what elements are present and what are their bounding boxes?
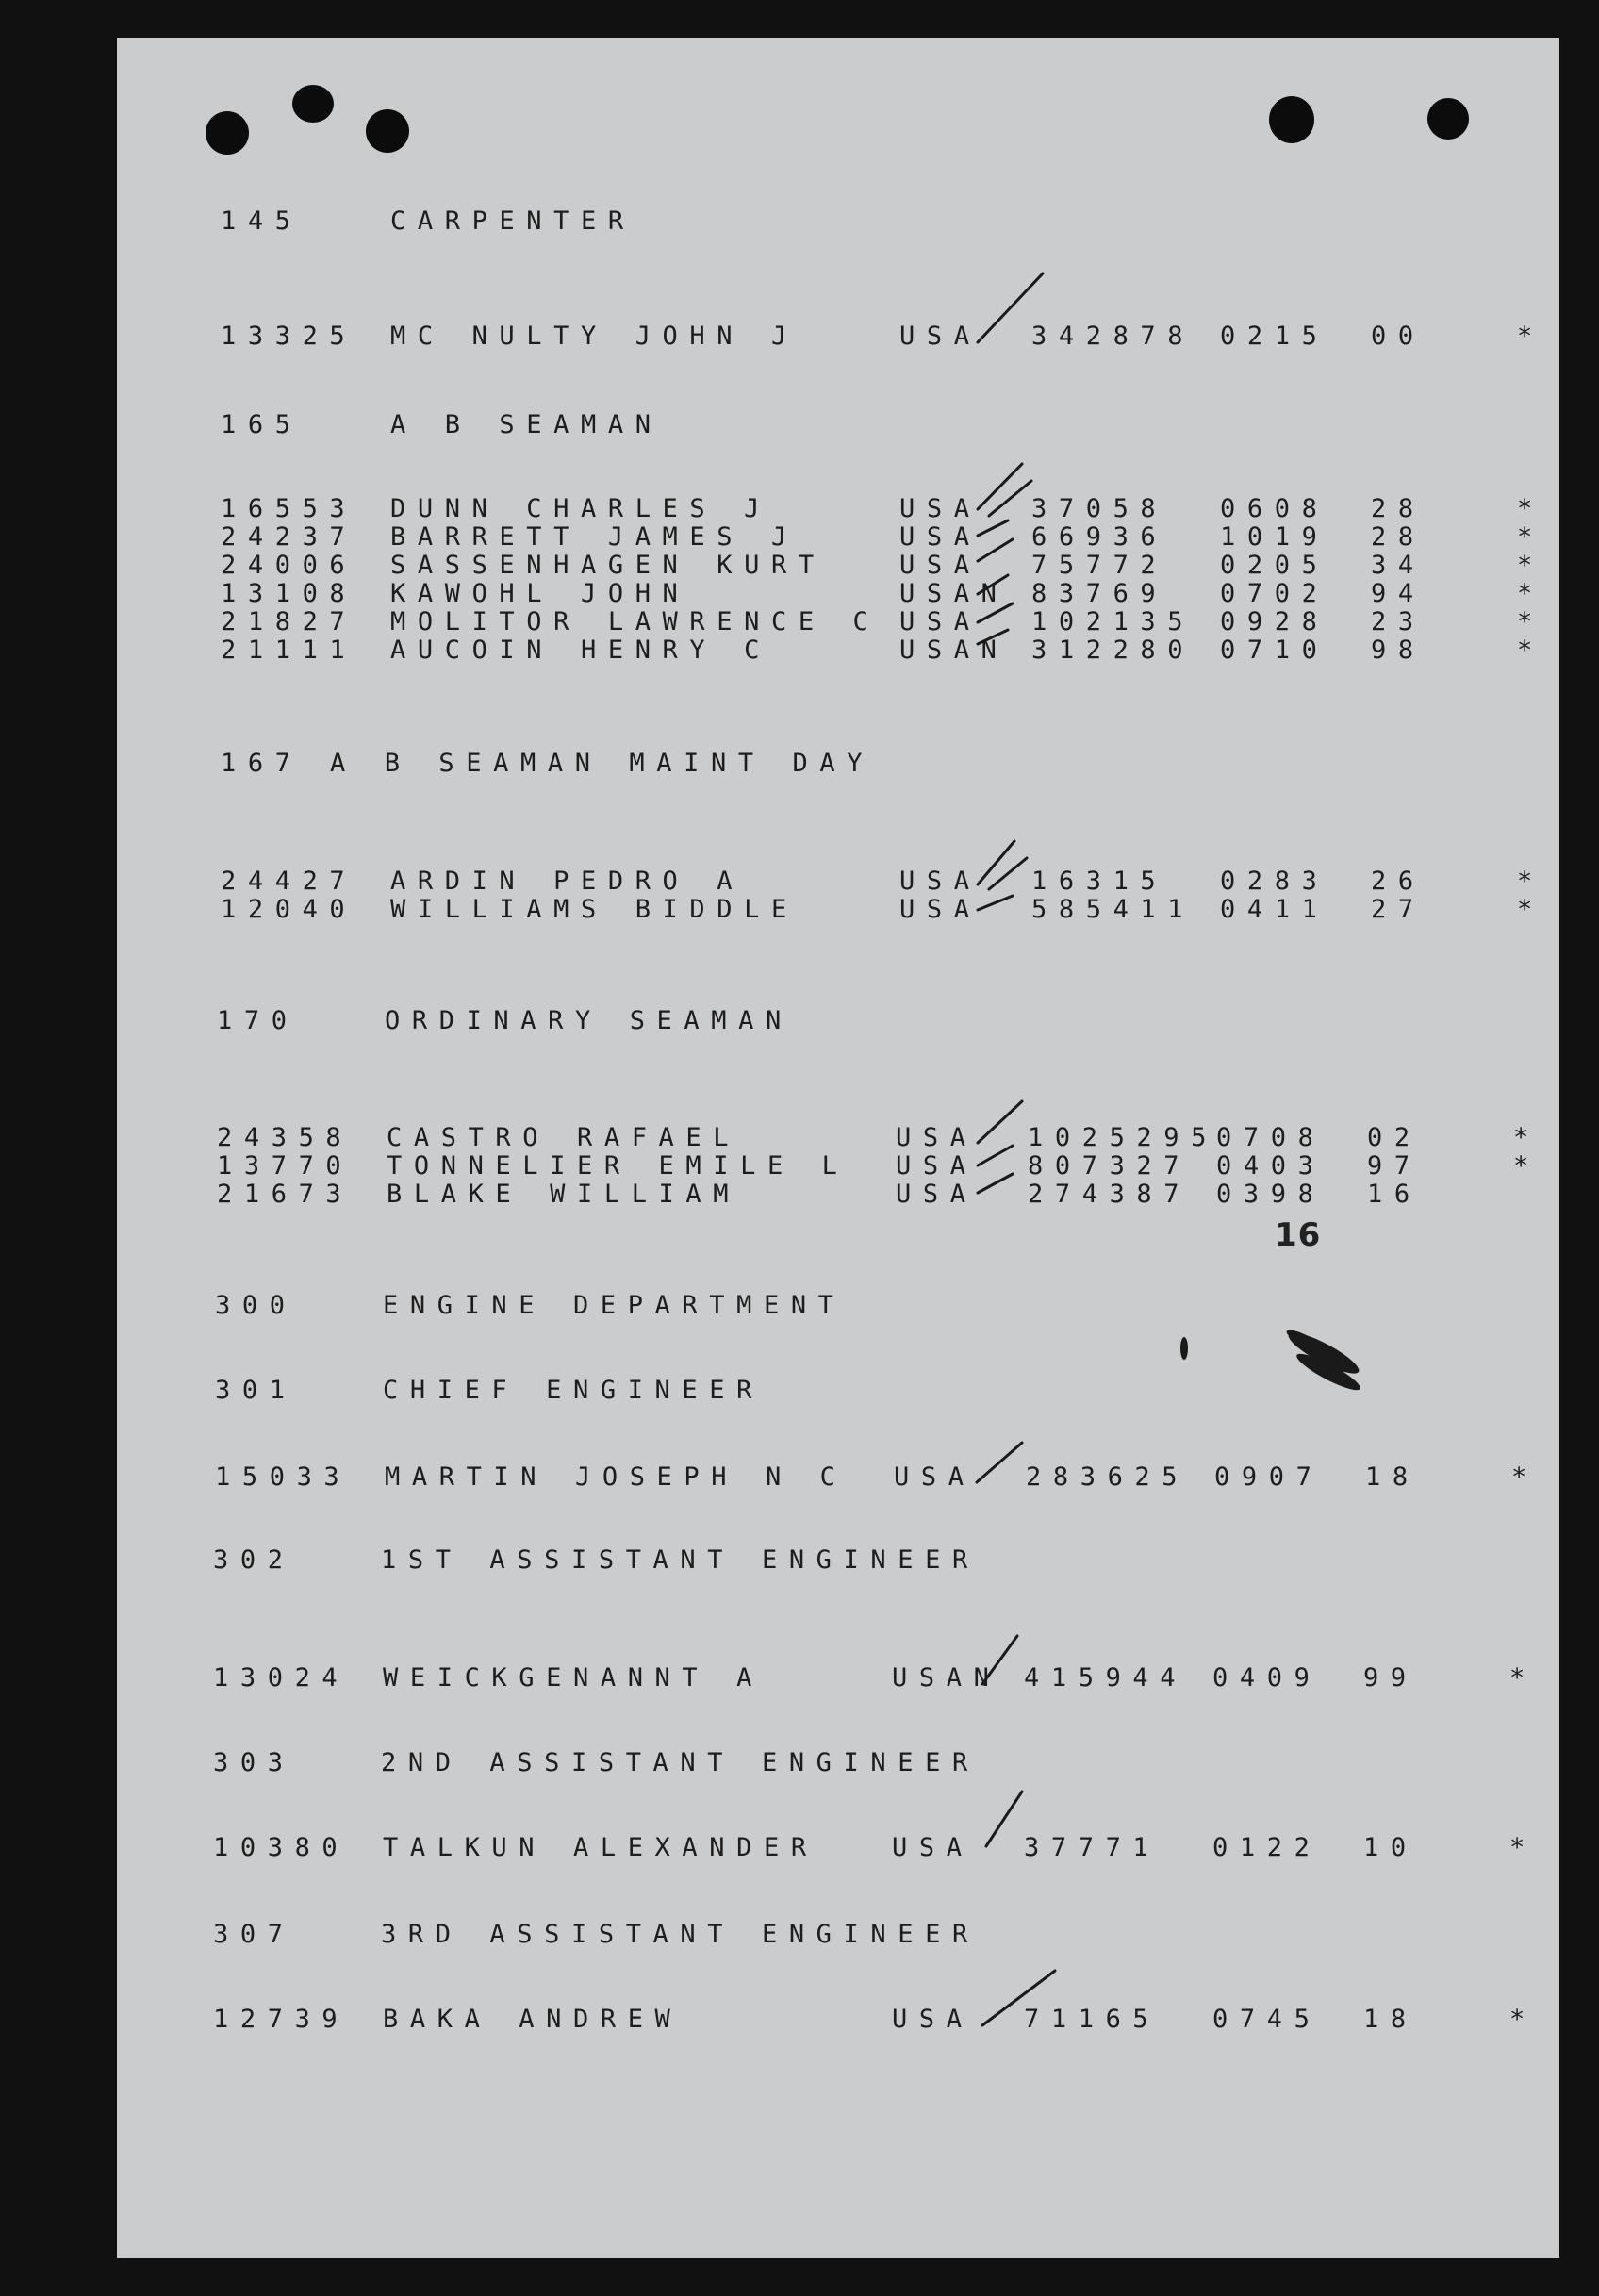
record-number: 102135 <box>1031 607 1195 636</box>
section-code: 301 <box>215 1376 297 1405</box>
record-date: 0205 <box>1220 551 1329 580</box>
record-id: 12040 <box>221 895 357 924</box>
record-nationality: USAN <box>899 579 1009 608</box>
asterisk-mark: * <box>1509 2005 1537 2034</box>
record-number: 312280 <box>1031 636 1195 665</box>
section-title: ENGINE DEPARTMENT <box>383 1291 846 1320</box>
record-name: BLAKE WILLIAM <box>387 1180 741 1209</box>
document-page <box>117 38 1559 2258</box>
record-number: 37771 <box>1024 1833 1161 1862</box>
record-nationality: USA <box>896 1123 978 1152</box>
record-id: 24006 <box>221 551 357 580</box>
record-date: 0702 <box>1220 579 1329 608</box>
record-name: CASTRO RAFAEL <box>387 1123 741 1152</box>
record-nationality: USA <box>899 522 981 552</box>
record-date: 0398 <box>1216 1180 1326 1209</box>
asterisk-mark: * <box>1517 522 1544 552</box>
record-id: 13108 <box>221 579 357 608</box>
asterisk-mark: * <box>1517 607 1544 636</box>
record-date: 0409 <box>1212 1663 1322 1693</box>
asterisk-mark: * <box>1509 1833 1537 1862</box>
section-code: 300 <box>215 1291 297 1320</box>
record-date: 0403 <box>1216 1151 1326 1181</box>
record-nationality: USA <box>899 867 981 896</box>
record-number: 16315 <box>1031 867 1168 896</box>
record-id: 12739 <box>213 2005 350 2034</box>
record-age: 23 <box>1371 607 1426 636</box>
record-number: 37058 <box>1031 494 1168 523</box>
record-nationality: USA <box>892 1833 974 1862</box>
section-code: 302 <box>213 1545 295 1575</box>
record-nationality: USA <box>892 2005 974 2034</box>
record-number: 1025295 <box>1028 1123 1218 1152</box>
record-date: 0710 <box>1220 636 1329 665</box>
section-title: 1ST ASSISTANT ENGINEER <box>381 1545 980 1575</box>
record-number: 585411 <box>1031 895 1195 924</box>
record-nationality: USA <box>899 494 981 523</box>
record-name: WILLIAMS BIDDLE <box>390 895 799 924</box>
record-number: 75772 <box>1031 551 1168 580</box>
record-name: TALKUN ALEXANDER <box>383 1833 818 1862</box>
record-id: 13024 <box>213 1663 350 1693</box>
record-age: 98 <box>1371 636 1426 665</box>
record-id: 15033 <box>215 1462 352 1492</box>
record-name: BARRETT JAMES J <box>390 522 799 552</box>
asterisk-mark: * <box>1511 1462 1539 1492</box>
record-name: MOLITOR LAWRENCE C <box>390 607 881 636</box>
record-date: 0608 <box>1220 494 1329 523</box>
record-name: BAKA ANDREW <box>383 2005 683 2034</box>
record-date: 0122 <box>1212 1833 1322 1862</box>
record-date: 0928 <box>1220 607 1329 636</box>
section-title: A B SEAMAN <box>390 410 663 439</box>
record-id: 21673 <box>217 1180 354 1209</box>
asterisk-mark: * <box>1513 1123 1541 1152</box>
asterisk-mark: * <box>1517 867 1544 896</box>
record-name: DUNN CHARLES J <box>390 494 771 523</box>
handwritten-note: 16 <box>1275 1216 1322 1254</box>
record-number: 71165 <box>1024 2005 1161 2034</box>
record-name: MC NULTY JOHN J <box>390 322 799 351</box>
record-id: 13325 <box>221 322 357 351</box>
record-date: 1019 <box>1220 522 1329 552</box>
record-age: 27 <box>1371 895 1426 924</box>
asterisk-mark: * <box>1509 1663 1537 1693</box>
record-name: AUCOIN HENRY C <box>390 636 771 665</box>
record-number: 83769 <box>1031 579 1168 608</box>
record-age: 02 <box>1367 1123 1422 1152</box>
record-id: 21827 <box>221 607 357 636</box>
record-id: 10380 <box>213 1833 350 1862</box>
section-code: 303 <box>213 1748 295 1777</box>
check-mark <box>117 38 1559 2258</box>
record-number: 415944 <box>1024 1663 1188 1693</box>
record-date: 0907 <box>1214 1462 1324 1492</box>
section-code: 307 <box>213 1920 295 1949</box>
record-id: 24237 <box>221 522 357 552</box>
asterisk-mark: * <box>1517 579 1544 608</box>
asterisk-mark: * <box>1513 1151 1541 1181</box>
record-nationality: USA <box>899 607 981 636</box>
record-age: 94 <box>1371 579 1426 608</box>
asterisk-mark: * <box>1517 551 1544 580</box>
section-title: 3RD ASSISTANT ENGINEER <box>381 1920 980 1949</box>
record-age: 26 <box>1371 867 1426 896</box>
record-age: 16 <box>1367 1180 1422 1209</box>
section-title: A B SEAMAN MAINT DAY <box>330 749 875 778</box>
asterisk-mark: * <box>1517 895 1544 924</box>
record-age: 97 <box>1367 1151 1422 1181</box>
record-age: 18 <box>1365 1462 1420 1492</box>
section-title: ORDINARY SEAMAN <box>385 1006 793 1035</box>
record-age: 34 <box>1371 551 1426 580</box>
record-age: 99 <box>1363 1663 1418 1693</box>
record-age: 10 <box>1363 1833 1418 1862</box>
section-title: CHIEF ENGINEER <box>383 1376 764 1405</box>
section-code: 170 <box>217 1006 299 1035</box>
record-id: 24358 <box>217 1123 354 1152</box>
record-number: 807327 <box>1028 1151 1192 1181</box>
record-id: 16553 <box>221 494 357 523</box>
record-date: 0411 <box>1220 895 1329 924</box>
record-age: 28 <box>1371 522 1426 552</box>
section-code: 167 <box>221 749 303 778</box>
record-id: 21111 <box>221 636 357 665</box>
record-date: 0215 <box>1220 322 1329 351</box>
record-nationality: USA <box>899 322 981 351</box>
record-nationality: USAN <box>892 1663 1001 1693</box>
asterisk-mark: * <box>1517 322 1544 351</box>
record-age: 28 <box>1371 494 1426 523</box>
record-number: 66936 <box>1031 522 1168 552</box>
record-name: SASSENHAGEN KURT <box>390 551 826 580</box>
record-name: MARTIN JOSEPH N C <box>385 1462 848 1492</box>
record-number: 274387 <box>1028 1180 1192 1209</box>
section-title: CARPENTER <box>390 206 635 236</box>
record-name: TONNELIER EMILE L <box>387 1151 849 1181</box>
record-nationality: USA <box>896 1180 978 1209</box>
record-date: 0283 <box>1220 867 1329 896</box>
record-nationality: USA <box>899 895 981 924</box>
record-nationality: USAN <box>899 636 1009 665</box>
record-id: 24427 <box>221 867 357 896</box>
asterisk-mark: * <box>1517 636 1544 665</box>
record-date: 0745 <box>1212 2005 1322 2034</box>
record-age: 00 <box>1371 322 1426 351</box>
record-nationality: USA <box>896 1151 978 1181</box>
record-number: 342878 <box>1031 322 1195 351</box>
section-title: 2ND ASSISTANT ENGINEER <box>381 1748 980 1777</box>
record-name: KAWOHL JOHN <box>390 579 690 608</box>
record-id: 13770 <box>217 1151 354 1181</box>
asterisk-mark: * <box>1517 494 1544 523</box>
record-date: 0708 <box>1216 1123 1326 1152</box>
record-name: WEICKGENANNT A <box>383 1663 764 1693</box>
section-code: 165 <box>221 410 303 439</box>
record-name: ARDIN PEDRO A <box>390 867 745 896</box>
record-age: 18 <box>1363 2005 1418 2034</box>
record-nationality: USA <box>894 1462 976 1492</box>
record-nationality: USA <box>899 551 981 580</box>
record-number: 283625 <box>1026 1462 1190 1492</box>
section-code: 145 <box>221 206 303 236</box>
